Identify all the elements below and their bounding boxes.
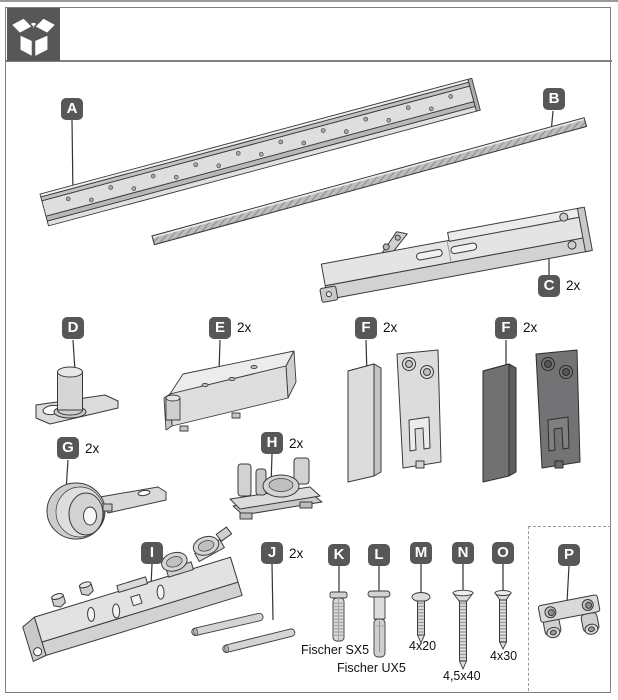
- part-label-p: P: [558, 544, 580, 566]
- part-m-screw-illustration: [412, 593, 430, 644]
- part-label-m: M: [410, 542, 432, 564]
- part-a-rail-illustration: [40, 78, 480, 226]
- part-label-o: O: [492, 542, 514, 564]
- part-qty-c: 2x: [566, 278, 581, 293]
- part-label-a: A: [61, 98, 83, 120]
- part-label-e: E: [209, 317, 231, 339]
- part-o-screw-illustration: [495, 591, 511, 650]
- part-h-guide-illustration: [230, 458, 322, 519]
- part-e-block-illustration: [164, 351, 296, 431]
- caption-4-5x40: 4,5x40: [443, 669, 481, 683]
- part-l-plug-illustration: [368, 591, 390, 657]
- part-qty-j: 2x: [289, 546, 304, 561]
- part-f1-pad-plate-illustration: [348, 350, 441, 482]
- part-qty-g: 2x: [85, 441, 100, 456]
- part-label-f2: F: [495, 317, 517, 339]
- part-label-g: G: [57, 437, 79, 459]
- part-label-h: H: [261, 432, 283, 454]
- part-qty-f1: 2x: [383, 320, 398, 335]
- caption-4x30: 4x30: [490, 649, 518, 663]
- part-label-c: C: [538, 275, 560, 297]
- caption-4x20: 4x20: [409, 639, 437, 653]
- part-label-k: K: [328, 544, 350, 566]
- part-label-i: I: [141, 542, 163, 564]
- part-n-screw-illustration: [453, 590, 473, 669]
- caption-fischer-ux5: Fischer UX5: [337, 661, 406, 675]
- part-label-d: D: [62, 317, 84, 339]
- part-qty-h: 2x: [289, 436, 304, 451]
- part-g-roller-illustration: [47, 483, 166, 539]
- part-label-n: N: [452, 542, 474, 564]
- caption-fischer-sx5: Fischer SX5: [301, 643, 370, 657]
- part-f2-pad-plate-illustration: [483, 350, 580, 482]
- part-d-pivot-pin-illustration: [36, 367, 118, 424]
- part-qty-e: 2x: [237, 320, 252, 335]
- part-label-b: B: [543, 88, 565, 110]
- part-i-carriage-illustration: [12, 526, 250, 661]
- part-k-plug-illustration: [330, 592, 347, 641]
- part-label-j: J: [261, 542, 283, 564]
- part-qty-f2: 2x: [523, 320, 538, 335]
- optional-part-dashed-box: [528, 526, 611, 691]
- part-label-f1: F: [355, 317, 377, 339]
- part-label-l: L: [368, 544, 390, 566]
- part-j-rods-illustration: [191, 613, 296, 654]
